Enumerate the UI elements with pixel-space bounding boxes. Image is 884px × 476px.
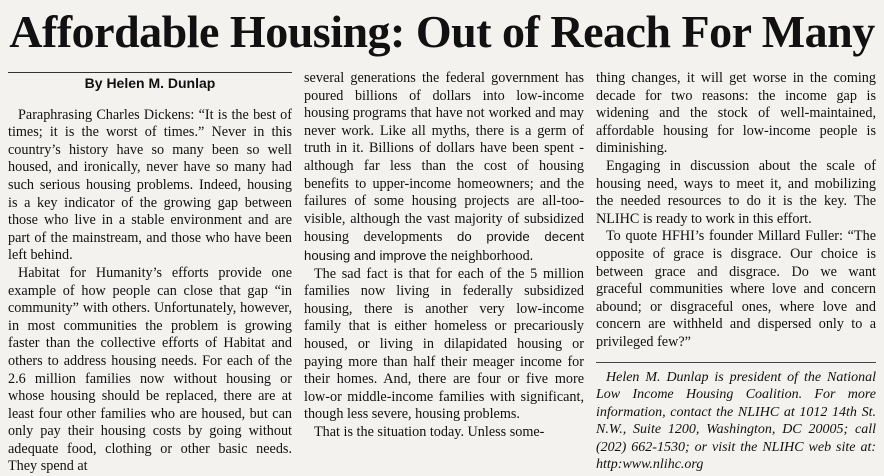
column-3	[596, 70, 876, 474]
author-bio: Helen M. Dunlap is president of the National Low Income Housing Coalition. For more information, contact the NLIHC at 1012 14th St. N.W., Suite 1200, Washington, DC 20005; call (202) 662-1530; or visit the NLIHC web site at: http:www.nlihc.org	[596, 369, 876, 473]
text-run: several generations the federal government has poured billions of dollars into low-income housing programs that have not worked and may never work. Like all myths, there is a germ of truth in it. Billions of dollars have been spent - although far less than the cost of housing benefits to upper-income homeowners; and the failures of some housing projects are all-too-visible, although the vast majority of subsidized housing developments	[304, 70, 584, 246]
paragraph: The sad fact is that for each of the 5 million families now living in federally subsidized housing, there is another very low-income family that is either homeless or precariously housed, or living in dilapidated housing or paying more than half their meager income for their homes. And, there are four or five more low-or middle-income families with significant, though less severe, housing problems.	[304, 265, 584, 423]
byline: By Helen M. Dunlap	[8, 72, 292, 99]
paragraph: Paraphrasing Charles Dickens: “It is the best of times; it is the worst of times.” Never in this country’s history have so many been so well housed, and ironically, never have so many had such serious housing problems. Indeed, housing is a key indicator of the growing gap between those who live in a stable environment and are part of the mainstream, and those who have been left behind.	[8, 106, 292, 264]
paragraph: Engaging in discussion about the scale of housing need, ways to meet it, and mobilizing the needed resources to do it is the key. The NLIHC is ready to work in this effort.	[596, 157, 876, 227]
text-run: the neighborhood.	[429, 247, 534, 264]
paragraph: To quote HFHI’s founder Millard Fuller: “The opposite of grace is disgrace. Our choice is between grace and disgrace. Do we want graceful communities where love and concern abound; or disgraceful ones, where love and concern are withheld and dispersed only to a privileged few?”	[596, 228, 876, 350]
column-2	[304, 70, 584, 441]
paragraph: Habitat for Humanity’s efforts provide one example of how people can close that gap “in community” with others. Unfortunately, however, in most communities the problem is growing faster than the collective efforts of Habitat and others to address housing needs. For each of the 2.6 million families now without housing or whose housing should be replaced, there are at least four other families who are housed, but can only pay their housing costs by going without adequate food, clothing or other basic needs. They spend at	[8, 264, 292, 475]
paragraph	[304, 70, 584, 266]
divider	[596, 362, 876, 363]
headline: Affordable Housing: Out of Reach For Many	[9, 6, 875, 57]
column-1	[8, 72, 292, 476]
text-run-sans: do provide decent housing and improve	[304, 229, 585, 263]
paragraph: That is the situation today. Unless some-	[314, 423, 545, 440]
paragraph: thing changes, it will get worse in the coming decade for two reasons: the income gap is widening and the stock of well-maintained, affordable housing for low-income people is diminishing.	[596, 70, 876, 157]
